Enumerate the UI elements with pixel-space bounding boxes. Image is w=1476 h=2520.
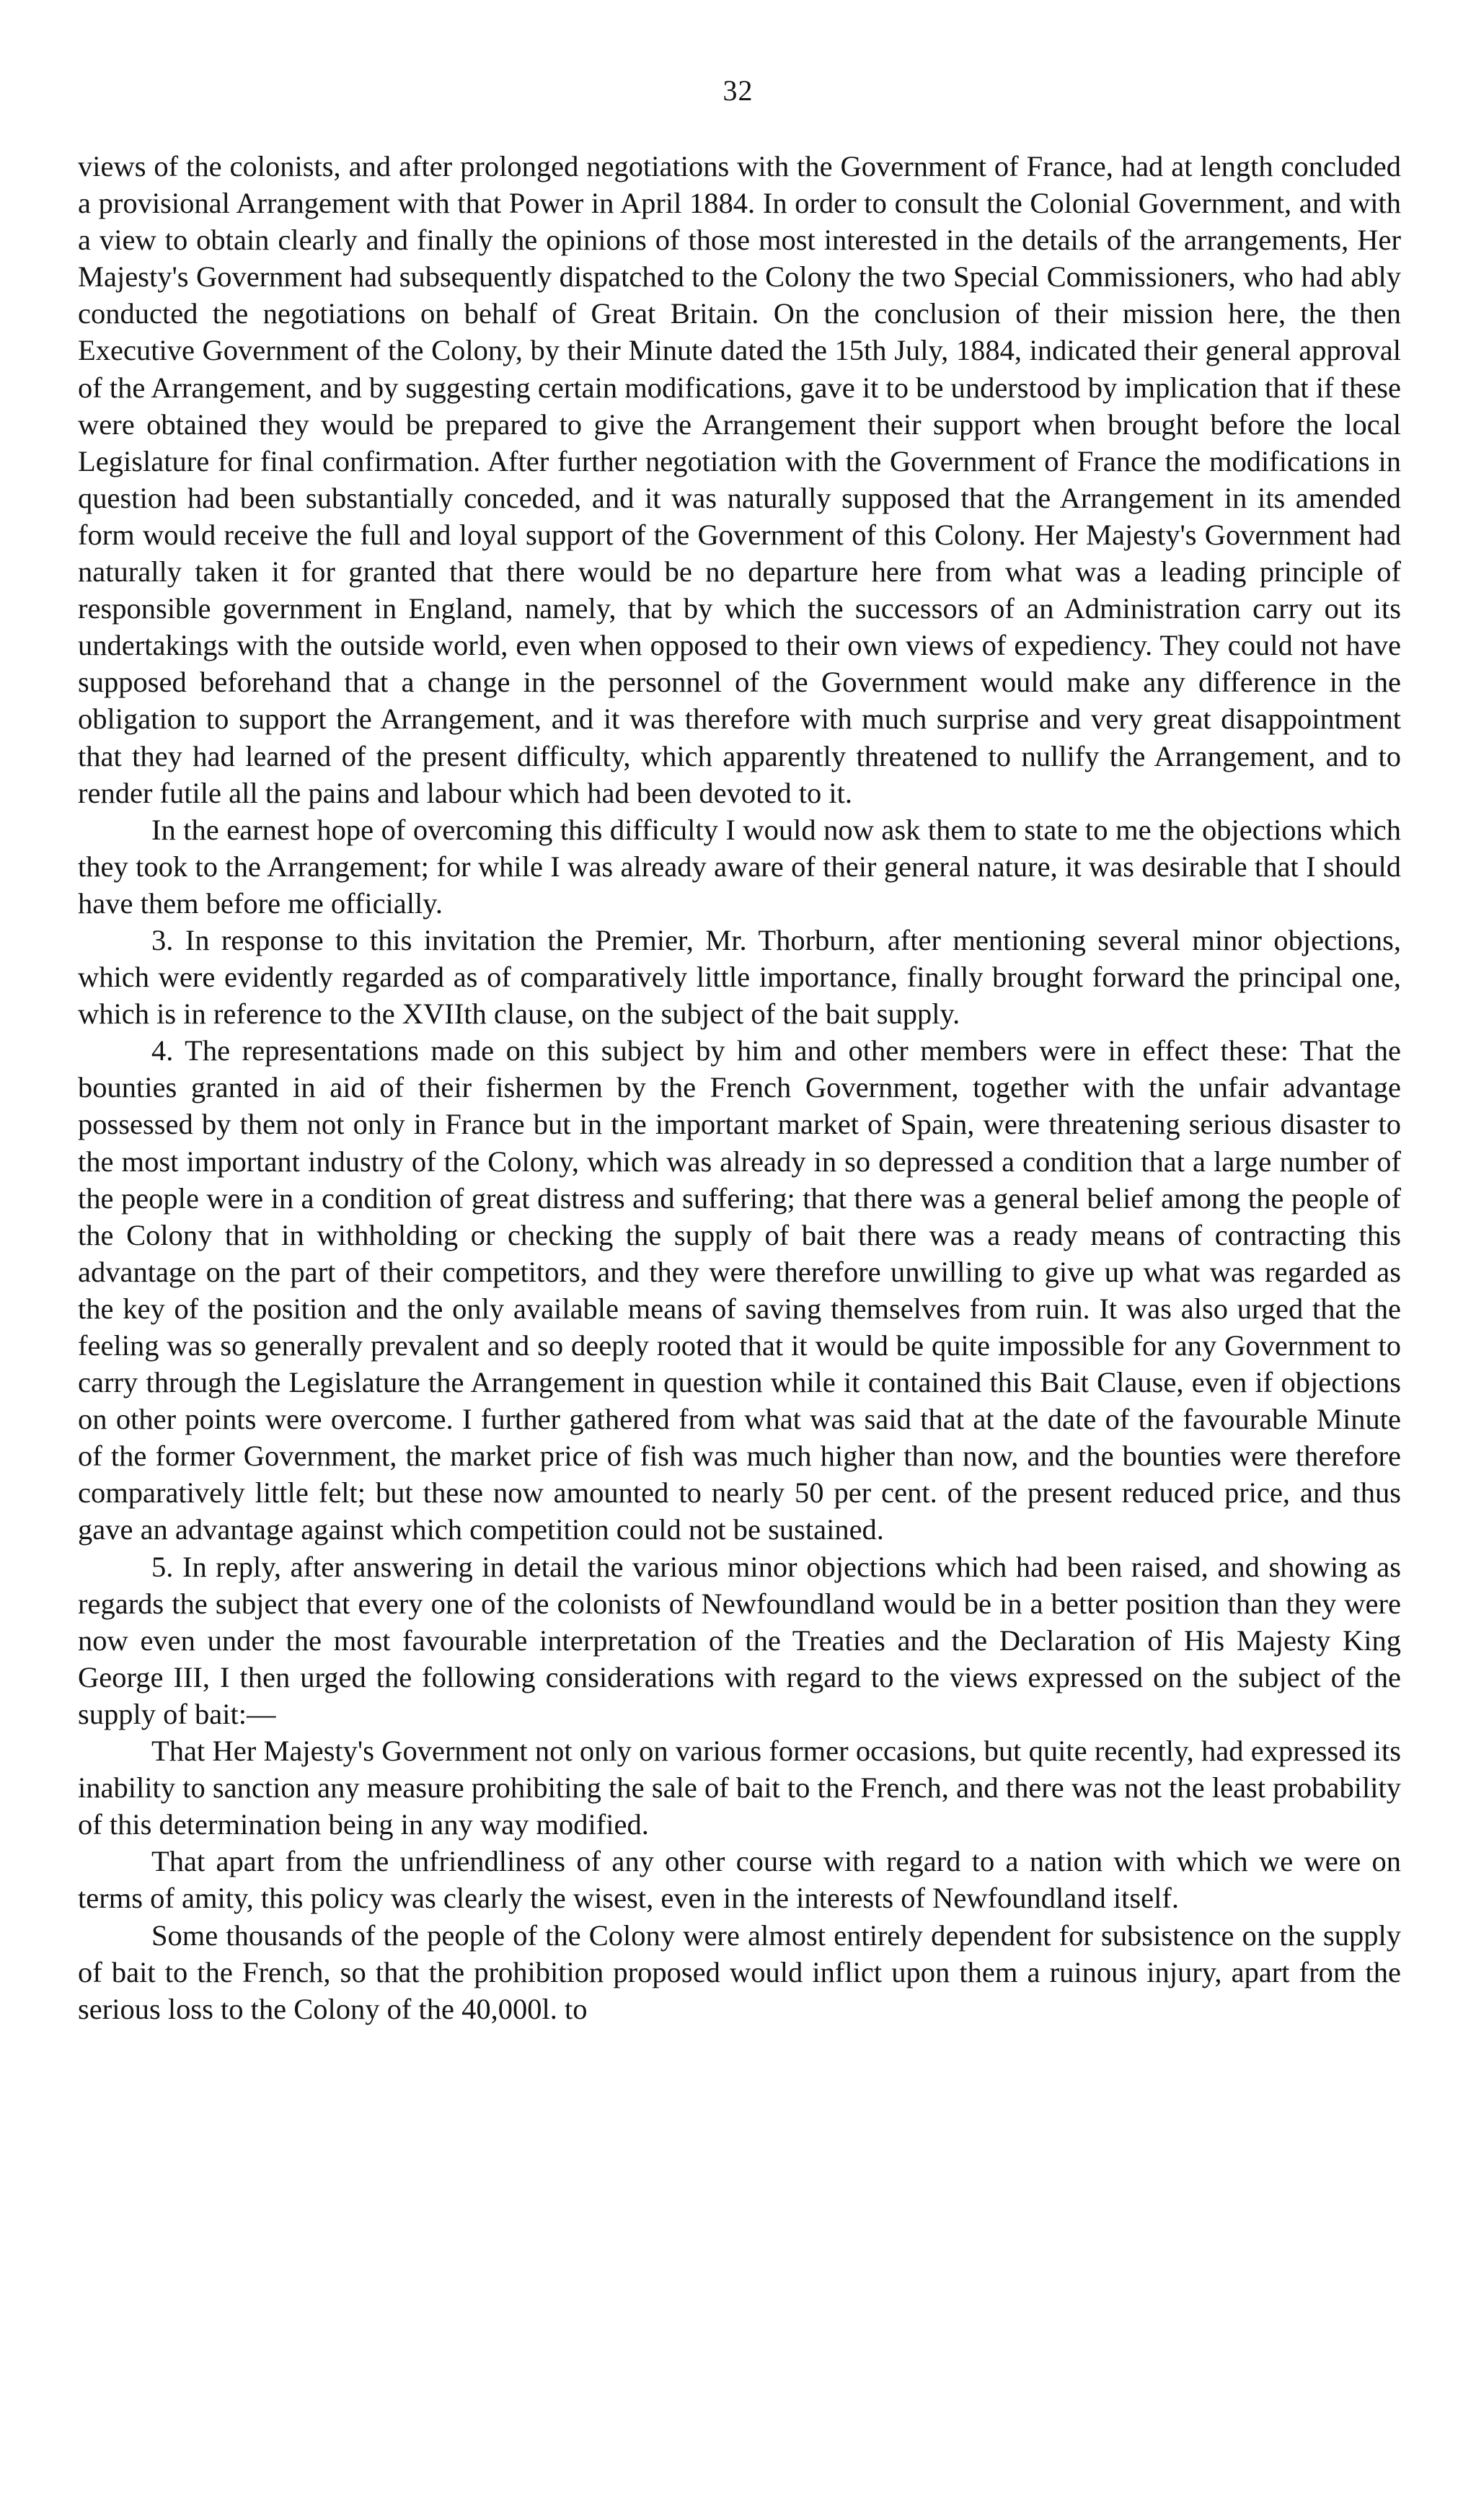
body-text	[78, 148, 1401, 2027]
paragraph-bait-sale: That Her Majesty's Government not only on various former occasions, but quite recently, had expressed its inability to sanction any measure prohibiting the sale of bait to the French, and there was not the least probability of this determination being in any way modified.	[78, 1735, 1401, 1841]
paragraph-3: 3. In response to this invitation the Premier, Mr. Thorburn, after mentioning several minor objections, which were evidently regarded as of comparatively little importance, finally brought forward the principal one, which is in reference to the XVIIth clause, on the subject of the bait supply.	[78, 923, 1401, 1031]
paragraph-subsistence: Some thousands of the people of the Colony were almost entirely dependent for subsistence on the supply of bait to the French, so that the prohibition proposed would inflict upon them a ruinous injury, apart from the serious loss to the Colony of the 40,000l. to	[78, 1918, 1401, 2025]
paragraph-5: 5. In reply, after answering in detail the various minor objections which had been raised, and showing as regards the subject that every one of the colonists of Newfoundland would be in a better position than they were now even under the most favourable interpretation of the Treaties and the Declaration of His Majesty King George III, I then urged the following considerations with regard to the views expressed on the subject of the supply of bait:—	[78, 1550, 1401, 1730]
paragraph-4: 4. The representations made on this subject by him and other members were in effect these: That the bounties granted in aid of their fishermen by the French Government, together with the unfair advantage possessed by them not only in France but in the important market of Spain, were threatening serious disaster to the most important industry of the Colony, which was already in so depressed a condition that a large number of the people were in a condition of great distress and suffering; that there was a general belief among the people of the Colony that in withholding or checking the supply of bait there was a ready means of contracting this advantage on the part of their competitors, and they were therefore unwilling to give up what was regarded as the key of the position and the only available means of saving themselves from ruin. It was also urged that the feeling was so generally prevalent and so deeply rooted that it would be quite impossible for any Government to carry through the Legislature the Arrangement in question while it contained this Bait Clause, even if objections on other points were overcome. I further gathered from what was said that at the date of the favourable Minute of the former Government, the market price of fish was much higher than now, and the bounties were therefore comparatively little felt; but these now amounted to nearly 50 per cent. of the present reduced price, and thus gave an advantage against which competition could not be sustained.	[78, 1034, 1401, 1546]
paragraph-continued: views of the colonists, and after prolonged negotiations with the Government of France, had at length concluded a provisional Arrangement with that Power in April 1884. In order to consult the Colonial Government, and with a view to obtain clearly and finally the opinions of those most interested in the details of the arrangements, Her Majesty's Government had subsequently dispatched to the Colony the two Special Commissioners, who had ably conducted the negotiations on behalf of Great Britain. On the conclusion of their mission here, the then Executive Government of the Colony, by their Minute dated the 15th July, 1884, indicated their general approval of the Arrangement, and by suggesting certain modifications, gave it to be understood by implication that if these were obtained they would be prepared to give the Arrangement their support when brought before the local Legislature for final confirmation. After further negotiation with the Government of France the modifications in question had been substantially conceded, and it was naturally supposed that the Arrangement in its amended form would receive the full and loyal support of the Government of this Colony. Her Majesty's Government had naturally taken it for granted that there would be no departure here from what was a leading principle of responsible government in England, namely, that by which the successors of an Administration carry out its undertakings with the outside world, even when opposed to their own views of expediency. They could not have supposed beforehand that a change in the personnel of the Government would make any difference in the obligation to support the Arrangement, and it was therefore with much surprise and very great disappointment that they had learned of the present difficulty, which apparently threatened to nullify the Arrangement, and to render futile all the pains and labour which had been devoted to it.	[78, 150, 1401, 809]
paragraph-amity: That apart from the unfriendliness of any other course with regard to a nation with which we were on terms of amity, this policy was clearly the wisest, even in the interests of Newfoundland itself.	[78, 1845, 1401, 1915]
page-number: 32	[722, 74, 754, 107]
paragraph-2: In the earnest hope of overcoming this difficulty I would now ask them to state to me the objections which they took to the Arrangement; for while I was already aware of their general nature, it was desirable that I should have them before me officially.	[78, 813, 1401, 920]
